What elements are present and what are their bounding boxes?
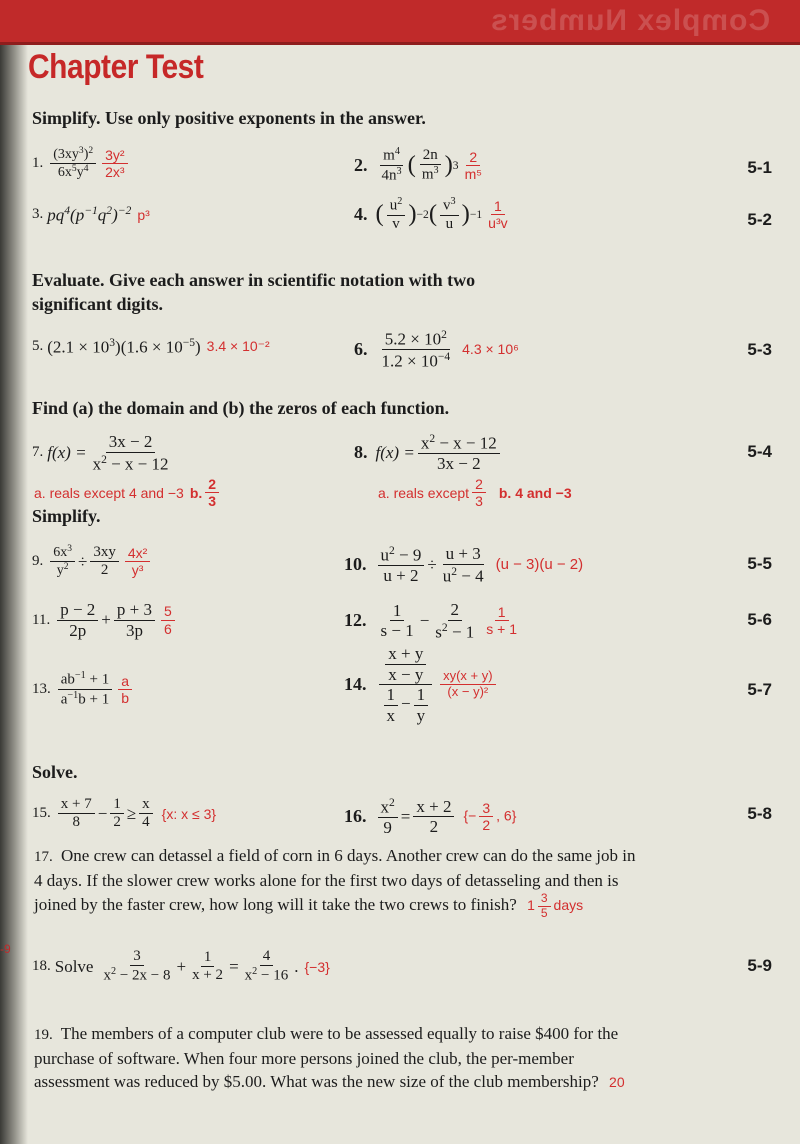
answer: $\frac{xy(x + y)}{\text{(x − y)²}}$ — [440, 669, 495, 700]
problem-number: 2. — [354, 154, 368, 175]
page-title: Chapter Test — [28, 48, 204, 86]
problem-number: 1. — [32, 155, 44, 172]
problem-number: 15. — [32, 805, 51, 822]
answer: $\frac{\text{3y²}}{\text{2x³}}$ — [102, 147, 127, 180]
lesson-ref: 5-3 — [747, 340, 772, 359]
problem-16: 16. $\frac{x^2}{9}$ = $\frac{x + 2}{2}$ {− $\frac{3}{2}$ , 6} — [344, 796, 517, 837]
problem-4: 4. ( $\frac{u^2}{v}$ ) −2 ( $\frac{v^3}{u}$ ) −1 $\frac{1}{\text{u³v}}$ — [354, 196, 514, 233]
answer-part-a: a. reals except — [378, 484, 470, 501]
answer: p³ — [137, 206, 150, 223]
problem-number: 7. — [32, 444, 44, 461]
problem-number: 18. — [32, 958, 51, 975]
problem-18: 18. Solve $\frac{3}{x^2 - 2x - 8}$ + $\frac{1}{x + 2}$ = $\frac{4}{x^2 - 16}$ . {−3} — [32, 948, 330, 984]
section-instruction: Simplify. Use only positive exponents in the answer. — [32, 108, 426, 128]
problem-number: 4. — [354, 204, 368, 225]
problem-11: 11. $\frac{p - 2}{2p}$ + $\frac{p + 3}{3p}$ $\frac{5}{6}$ — [32, 600, 178, 640]
problem-8: 8. f(x) = $\frac{x^2 - x - 12}{3x - 2}$ — [354, 432, 503, 473]
margin-mark: -9 — [0, 942, 11, 956]
answer-part-a: a. reals except 4 and −3 — [34, 484, 184, 501]
answer: $\frac{1}{s + 1}$ — [486, 604, 518, 638]
answer-part-b: b. 4 and −3 — [498, 484, 572, 501]
problem-expression: $\frac{(3xy^3)^2}{6x^5y^4}$ — [50, 146, 96, 182]
problem-number: 11. — [32, 611, 51, 628]
lesson-ref: 5-1 — [747, 158, 772, 177]
answer: {x: x ≤ 3} — [161, 805, 217, 822]
problem-9: 9. $\frac{6x^3}{y^2}$ ÷ $\frac{3xy}{2}$ $\frac{\text{4x²}}{\text{y³}}$ — [32, 544, 153, 580]
lesson-ref: 5-2 — [747, 210, 772, 229]
answer: 3.4 × 10⁻² — [206, 338, 270, 355]
problem-17 — [34, 844, 644, 921]
section-instruction: Solve. — [32, 762, 78, 782]
section-instruction: Evaluate. Give each answer in scientific notation with two — [32, 270, 476, 290]
answer: (u − 3)(u − 2) — [495, 556, 584, 574]
lesson-ref: 5-7 — [747, 680, 772, 699]
problem-number: 10. — [344, 554, 367, 575]
problem-5: 5. $(2.1 \times 10^3)(1.6 \times 10^{-5})$ 3.4 × 10⁻² — [32, 336, 270, 357]
problem-number: 19. — [34, 1027, 53, 1043]
answer: $\frac{a}{b}$ — [118, 673, 132, 706]
problem-3: 3. $pq^4(p^{-1}q^2)^{-2}$ p³ — [32, 204, 150, 225]
problem-12: 12. $\frac{1}{s - 1}$ − $\frac{2}{s^2 - 1}$ $\frac{1}{s + 1}$ — [344, 600, 523, 641]
problem-number: 14. — [344, 674, 367, 695]
answer: {− $\frac{3}{2}$ , 6} — [463, 800, 517, 834]
lesson-ref: 5-8 — [747, 804, 772, 823]
problem-15: 15. $\frac{x + 7}{8}$ − $\frac{1}{2}$ ≥ $\frac{x}{4}$ {x: x ≤ 3} — [32, 796, 217, 831]
problem-10: 10. $\frac{u^2 - 9}{u + 2}$ ÷ $\frac{u + 3}{u^2 - 4}$ (u − 3)(u − 2) — [344, 544, 584, 585]
section-instruction: Find (a) the domain and (b) the zeros of each function. — [32, 398, 450, 418]
answer: 20 — [609, 1074, 625, 1090]
answer: 1 $\frac{3}{5}$ days — [527, 891, 584, 920]
problem-text: The members of a computer club were to be assessed equally to raise $400 for the purchase of software. When four more persons joined the club, the per-member assessment was reduced by $5.00. What was the new size of the club membership? — [34, 1024, 619, 1091]
header-band-text: Complex Numbers — [489, 4, 770, 37]
problem-13: 13. $\frac{ab^{-1} + 1}{a^{-1}b + 1}$ $\frac{a}{b}$ — [32, 670, 135, 709]
problem-8-answer — [378, 476, 572, 509]
problem-number: 5. — [32, 338, 44, 355]
lesson-ref: 5-4 — [747, 442, 772, 461]
problem-14: 14. $\frac{x + y}{x - y}$ $\frac{1}{x}$ − $\frac{1}{y}$ $\frac{xy(x + y)}{\text{(x − y)²}}$ — [344, 644, 499, 725]
problem-number: 9. — [32, 553, 44, 570]
lesson-ref: 5-9 — [747, 956, 772, 975]
problem-number: 16. — [344, 806, 367, 827]
problem-text: One crew can detassel a field of corn in 6 days. Another crew can do the same job in 4 days. If the slower crew works alone for the first two days of detasseling and then is joined by the faster crew, how long will it take the two crews to finish? — [34, 846, 636, 914]
problem-19 — [34, 1022, 644, 1094]
answer-part-b: $\frac{2}{3}$ — [205, 476, 219, 509]
answer: $\frac{5}{6}$ — [161, 603, 175, 636]
problem-number: 8. — [354, 442, 368, 463]
answer-part-a-fraction: $\frac{2}{3}$ — [472, 476, 486, 509]
answer: {−3} — [304, 958, 330, 975]
problem-6: 6. $\frac{5.2 \times 10^2}{1.2 \times 10^{-4}}$ 4.3 × 10⁶ — [354, 328, 519, 371]
problem-number: 13. — [32, 680, 51, 697]
chapter-header-band — [0, 0, 800, 45]
lesson-ref: 5-5 — [747, 554, 772, 573]
lesson-ref: 5-6 — [747, 610, 772, 629]
problem-number: 6. — [354, 338, 368, 359]
page-binding-shadow — [0, 0, 28, 1144]
problem-number: 17. — [34, 849, 53, 865]
answer: $\frac{1}{\text{u³v}}$ — [488, 197, 508, 232]
problem-1 — [32, 146, 131, 182]
section-instruction-continued: significant digits. — [32, 294, 164, 314]
problem-number: 12. — [344, 610, 367, 631]
answer: 4.3 × 10⁶ — [462, 341, 519, 358]
problem-7-answer — [34, 476, 222, 509]
problem-lead: Solve — [54, 956, 94, 976]
answer-part-b-label: b. — [189, 484, 203, 501]
problem-7: 7. f(x) = $\frac{3x - 2}{x^2 - x - 12}$ — [32, 432, 169, 473]
problem-2: 2. $\frac{m^4}{4n^3}$ ( $\frac{2n}{m^3}$ ) 3 $\frac{2}{\text{m⁵}}$ — [354, 146, 488, 185]
answer: $\frac{2}{\text{m⁵}}$ — [464, 148, 483, 182]
problem-number: 3. — [32, 206, 44, 223]
section-instruction: Simplify. — [32, 506, 101, 526]
answer: $\frac{\text{4x²}}{\text{y³}}$ — [125, 545, 150, 578]
